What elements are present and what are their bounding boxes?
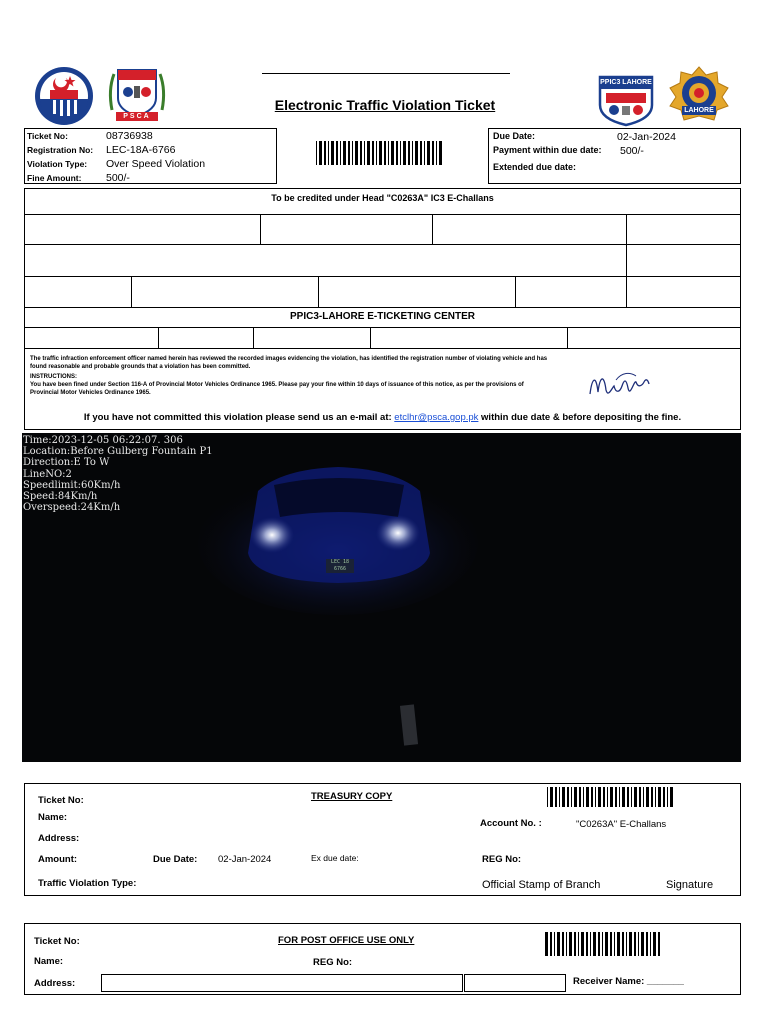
barcode-bar [653, 932, 656, 956]
barcode-bar [364, 141, 365, 165]
barcode-bar [631, 787, 632, 807]
barcode-bar [574, 787, 577, 807]
plate-line-1: LEC 18 [330, 559, 350, 565]
grid-col-r3b [318, 276, 319, 307]
barcode-bar [355, 141, 358, 165]
psca-logo [106, 64, 168, 122]
barcode-bar [605, 932, 608, 956]
grid-col-r1b [432, 214, 433, 244]
overlay-direction: Direction:E To W [23, 457, 110, 469]
barcode-bar [593, 932, 596, 956]
barcode-bar [412, 141, 413, 165]
notice-text-1: The traffic infraction enforcement officer named herein has reviewed the recorded images evidencing the violation, has identified the registration number of violating vehicle and has found reasonable and probable grounds that a violation has been committed. [30, 356, 548, 370]
center-title: PPIC3-LAHORE E-TICKETING CENTER [289, 311, 475, 322]
barcode-bar [328, 141, 329, 165]
barcode-bar [617, 932, 620, 956]
barcode-bar [415, 141, 418, 165]
barcode-bar [388, 141, 389, 165]
barcode-bar [579, 787, 581, 807]
treasury-due-date-value: 02-Jan-2024 [218, 854, 272, 865]
barcode-bar [557, 932, 560, 956]
treasury-address-label: Address: [38, 833, 80, 844]
barcode-bar [436, 141, 437, 165]
barcode-bar [554, 932, 555, 956]
barcode-bar [614, 932, 615, 956]
barcode-bar [384, 141, 386, 165]
treasury-stamp-label: Official Stamp of Branch [482, 879, 601, 891]
barcode-bar [651, 787, 653, 807]
due-date-value: 02-Jan-2024 [617, 131, 676, 143]
barcode-bar [634, 787, 637, 807]
barcode-bar [574, 932, 576, 956]
barcode-bar [598, 787, 601, 807]
credit-line: To be credited under Head "C0263A" IC3 E-Challans [271, 193, 494, 203]
barcode-bar [581, 932, 584, 956]
grid-rule-4 [24, 307, 741, 308]
barcode-bar [590, 932, 591, 956]
barcode-bar [607, 787, 608, 807]
overlay-lane: LineNO:2 [23, 468, 72, 480]
grid-rule-6 [24, 348, 741, 349]
notice-text-2: You have been fined under Section 116-A of Provincial Motor Vehicles Ordinance 1965. Please pay your fine within 10 days of issuance of this notice, as per the provisions of Provincial Motor Vehicles Ordinance 1965. [30, 382, 524, 396]
grid-col-r3d [626, 276, 627, 307]
barcode-bar [569, 932, 572, 956]
violation-type-value: Over Speed Violation [106, 158, 206, 170]
post-office-title: FOR POST OFFICE USE ONLY [278, 935, 415, 946]
post-name-label: Name: [34, 956, 64, 967]
barcode-bar [615, 787, 617, 807]
treasury-signature-label: Signature [666, 879, 714, 891]
barcode-bar [583, 787, 584, 807]
barcode-bar [352, 141, 353, 165]
violation-camera-photo [22, 433, 741, 762]
barcode-bar [610, 787, 613, 807]
barcode-bar [626, 932, 627, 956]
barcode-bar [555, 787, 557, 807]
barcode-bar [545, 932, 548, 956]
ctp-logo-text: LAHORE [684, 107, 714, 114]
treasury-barcode [547, 787, 675, 807]
treasury-due-date-label: Due Date: [153, 854, 198, 865]
fine-amount-label: Fine Amount: [27, 173, 82, 183]
barcode-bar [559, 787, 560, 807]
barcode-bar [571, 787, 572, 807]
treasury-amount-label: Amount: [38, 854, 78, 865]
grid-col-r1a [260, 214, 261, 244]
registration-label: Registration No: [27, 145, 94, 155]
barcode-bar [324, 141, 326, 165]
barcode-bar [586, 932, 588, 956]
barcode-bar [391, 141, 394, 165]
title-top-rule [262, 73, 510, 74]
extended-due-label: Extended due date: [493, 162, 577, 172]
instructions-label: INSTRUCTIONS: [30, 374, 77, 380]
post-address-field [101, 974, 463, 992]
post-receiver-label: Receiver Name: _______ [573, 976, 684, 987]
barcode-bar [360, 141, 362, 165]
post-reg-label: REG No: [313, 957, 353, 968]
grid-col-r4c [370, 327, 371, 348]
barcode-bar [400, 141, 401, 165]
license-plate [326, 559, 354, 573]
barcode-bar [550, 932, 552, 956]
barcode-bar [641, 932, 644, 956]
due-date-label: Due Date: [493, 131, 536, 141]
treasury-ticket-no-label: Ticket No: [38, 795, 84, 806]
post-ticket-no-label: Ticket No: [34, 936, 80, 947]
grid-rule-2 [24, 244, 741, 245]
barcode-bar [595, 787, 596, 807]
payment-due-label: Payment within due date: [493, 145, 602, 155]
barcode-bar [638, 932, 639, 956]
ticket-no-label: Ticket No: [27, 131, 68, 141]
barcode-bar [622, 932, 624, 956]
grid-col-r4d [567, 327, 568, 348]
registration-value: LEC-18A-6766 [106, 144, 176, 156]
overlay-location: Location:Before Gulberg Fountain P1 [23, 446, 213, 458]
barcode-bar [319, 141, 322, 165]
barcode-bar [663, 787, 665, 807]
barcode-bar [348, 141, 350, 165]
email-link[interactable]: etclhr@psca.gop.pk [394, 412, 479, 423]
treasury-reg-label: REG No: [482, 854, 522, 865]
grid-col-r3c [515, 276, 516, 307]
treasury-copy-title: TREASURY COPY [311, 791, 393, 802]
barcode-bar [340, 141, 341, 165]
treasury-violation-type-label: Traffic Violation Type: [38, 878, 137, 889]
barcode-bar [331, 141, 334, 165]
treasury-account-value: "C0263A" E-Challans [576, 819, 667, 830]
barcode-bar [619, 787, 620, 807]
barcode-bar [578, 932, 579, 956]
treasury-account-label: Account No. : [480, 818, 542, 829]
barcode-bar [603, 787, 605, 807]
treasury-ex-due-label: Ex due date: [311, 853, 359, 863]
barcode-bar [566, 932, 567, 956]
post-address-label: Address: [34, 978, 76, 989]
grid-col-r4a [158, 327, 159, 348]
camera-overlay-text [23, 435, 213, 513]
violation-type-label: Violation Type: [27, 159, 88, 169]
barcode-bar [408, 141, 410, 165]
barcode-bar [379, 141, 382, 165]
barcode-bar [622, 787, 625, 807]
barcode-bar [396, 141, 398, 165]
grid-rule-5 [24, 327, 741, 328]
barcode-bar [372, 141, 374, 165]
barcode-bar [598, 932, 600, 956]
payment-due-value: 500/- [620, 145, 644, 157]
barcode-bar [646, 787, 649, 807]
barcode-bar [547, 787, 548, 807]
barcode-bar [629, 932, 632, 956]
barcode-bar [634, 932, 636, 956]
barcode-bar [667, 787, 668, 807]
city-traffic-police-logo [666, 66, 732, 122]
psca-logo-text: PSCA [123, 113, 151, 120]
ppic3-lahore-logo [594, 69, 658, 127]
email-notice-suffix: within due date & before depositing the fine. [481, 412, 682, 423]
punjab-government-logo [34, 66, 94, 126]
barcode-bar [655, 787, 656, 807]
barcode-bar [439, 141, 442, 165]
fine-amount-value: 500/- [106, 172, 130, 184]
barcode-bar [567, 787, 569, 807]
page-title: Electronic Traffic Violation Ticket [274, 97, 496, 113]
overlay-speed: Speed:84Km/h [23, 491, 98, 503]
barcode-bar [639, 787, 641, 807]
email-notice-prefix: If you have not committed this violation please send us an e-mail at: [83, 412, 392, 423]
plate-line-2: 6766 [333, 565, 347, 572]
email-notice-line [24, 411, 741, 424]
barcode-bar [316, 141, 317, 165]
post-office-barcode [545, 932, 663, 956]
barcode-bar [420, 141, 422, 165]
overlay-time: Time:2023-12-05 06:22:07. 306 [23, 435, 183, 446]
barcode-bar [550, 787, 553, 807]
grid-col-r3a [131, 276, 132, 307]
barcode-bar [432, 141, 434, 165]
barcode-bar [343, 141, 346, 165]
barcode-bar [646, 932, 648, 956]
barcode-bar [643, 787, 644, 807]
barcode-bar [602, 932, 603, 956]
barcode-bar [650, 932, 651, 956]
barcode-bar [658, 932, 660, 956]
treasury-name-label: Name: [38, 812, 68, 823]
barcode-bar [627, 787, 629, 807]
ticket-no-value: 08736938 [106, 130, 153, 142]
ppic3-logo-text: PPIC3 LAHORE [600, 79, 652, 86]
barcode-bar [562, 932, 564, 956]
ticket-barcode [316, 141, 444, 165]
barcode-bar [424, 141, 425, 165]
officer-signature [586, 368, 652, 402]
barcode-bar [610, 932, 612, 956]
barcode-bar [562, 787, 565, 807]
grid-col-r4b [253, 327, 254, 348]
overlay-overspeed: Overspeed:24Km/h [23, 502, 121, 514]
barcode-bar [403, 141, 406, 165]
barcode-bar [336, 141, 338, 165]
post-extra-field [464, 974, 566, 992]
barcode-bar [376, 141, 377, 165]
grid-col-r2a [626, 244, 627, 276]
barcode-bar [586, 787, 589, 807]
barcode-bar [427, 141, 430, 165]
barcode-bar [367, 141, 370, 165]
barcode-bar [591, 787, 593, 807]
barcode-bar [670, 787, 673, 807]
overlay-speed-limit: Speedlimit:60Km/h [23, 479, 121, 491]
barcode-bar [658, 787, 661, 807]
grid-rule-1 [24, 214, 741, 215]
grid-col-r1c [626, 214, 627, 244]
